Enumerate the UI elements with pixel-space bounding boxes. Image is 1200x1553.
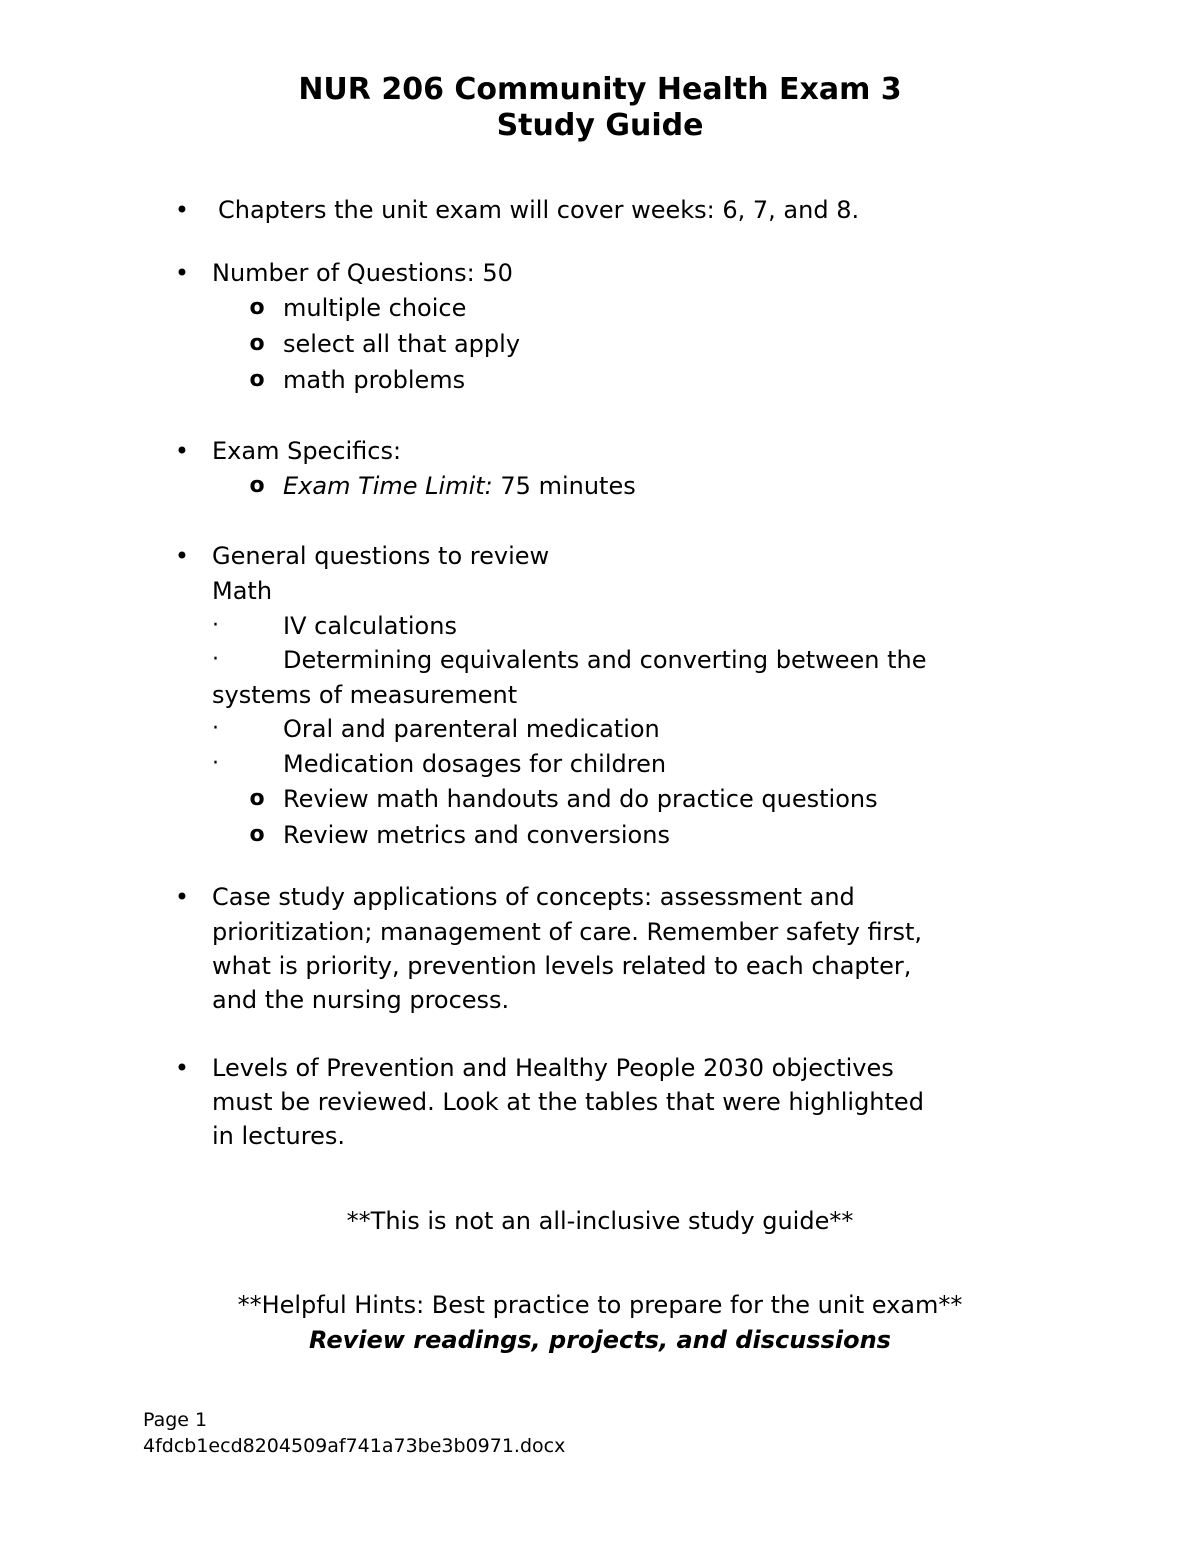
file-name: 4fdcb1ecd8204509af741a73be3b0971.docx bbox=[143, 1435, 566, 1457]
disclaimer-text: **This is not an all-inclusive study guide** bbox=[346, 1207, 854, 1235]
sub-bullet-icon: o bbox=[249, 295, 265, 320]
bullet-icon: • bbox=[174, 883, 190, 911]
questions-heading: Number of Questions: 50 bbox=[212, 259, 513, 287]
bullet-icon: • bbox=[174, 437, 190, 465]
case-study-line: and the nursing process. bbox=[212, 986, 510, 1014]
case-study-line: prioritization; management of care. Remember safety first, bbox=[212, 918, 923, 946]
math-topic-item: IV calculations bbox=[283, 612, 457, 640]
dot-bullet-icon: · bbox=[212, 716, 219, 741]
question-type-item: select all that apply bbox=[283, 330, 521, 358]
review-item: Review math handouts and do practice questions bbox=[283, 785, 878, 813]
dot-bullet-icon: · bbox=[212, 613, 219, 638]
dot-bullet-icon: · bbox=[212, 647, 219, 672]
bullet-icon: • bbox=[174, 196, 190, 224]
time-limit-line bbox=[283, 469, 636, 503]
sub-bullet-icon: o bbox=[249, 786, 265, 811]
dot-bullet-icon: · bbox=[212, 751, 219, 776]
case-study-line: what is priority, prevention levels related to each chapter, bbox=[212, 952, 912, 980]
math-label: Math bbox=[212, 577, 273, 605]
math-topic-item: Determining equivalents and converting between the bbox=[283, 646, 927, 674]
math-topic-item: Medication dosages for children bbox=[283, 750, 667, 778]
prevention-line: Levels of Prevention and Healthy People 2030 objectives bbox=[212, 1054, 894, 1082]
sub-bullet-icon: o bbox=[249, 822, 265, 847]
sub-bullet-icon: o bbox=[249, 367, 265, 392]
page-number: Page 1 bbox=[143, 1409, 208, 1431]
time-limit-label: Exam Time Limit: bbox=[283, 472, 493, 500]
general-heading: General questions to review bbox=[212, 542, 550, 570]
math-topic-item: Oral and parenteral medication bbox=[283, 715, 660, 743]
question-type-item: math problems bbox=[283, 366, 466, 394]
chapters-text: Chapters the unit exam will cover weeks: 6, 7, and 8. bbox=[218, 196, 860, 224]
review-item: Review metrics and conversions bbox=[283, 821, 670, 849]
sub-bullet-icon: o bbox=[249, 473, 265, 498]
time-limit-value: 75 minutes bbox=[492, 472, 636, 500]
case-study-line: Case study applications of concepts: assessment and bbox=[212, 883, 855, 911]
bullet-icon: • bbox=[174, 259, 190, 287]
helpful-hints-heading: **Helpful Hints: Best practice to prepare for the unit exam** bbox=[237, 1291, 963, 1319]
prevention-line: in lectures. bbox=[212, 1122, 345, 1150]
specifics-heading: Exam Specifics: bbox=[212, 437, 402, 465]
document-subtitle: Study Guide bbox=[496, 108, 704, 143]
bullet-icon: • bbox=[174, 1054, 190, 1082]
bullet-icon: • bbox=[174, 542, 190, 570]
math-topic-continuation: systems of measurement bbox=[212, 681, 518, 709]
helpful-hints-emphasis: Review readings, projects, and discussions bbox=[309, 1326, 891, 1354]
prevention-line: must be reviewed. Look at the tables that were highlighted bbox=[212, 1088, 924, 1116]
question-type-item: multiple choice bbox=[283, 294, 467, 322]
document-title: NUR 206 Community Health Exam 3 bbox=[298, 72, 902, 107]
sub-bullet-icon: o bbox=[249, 331, 265, 356]
